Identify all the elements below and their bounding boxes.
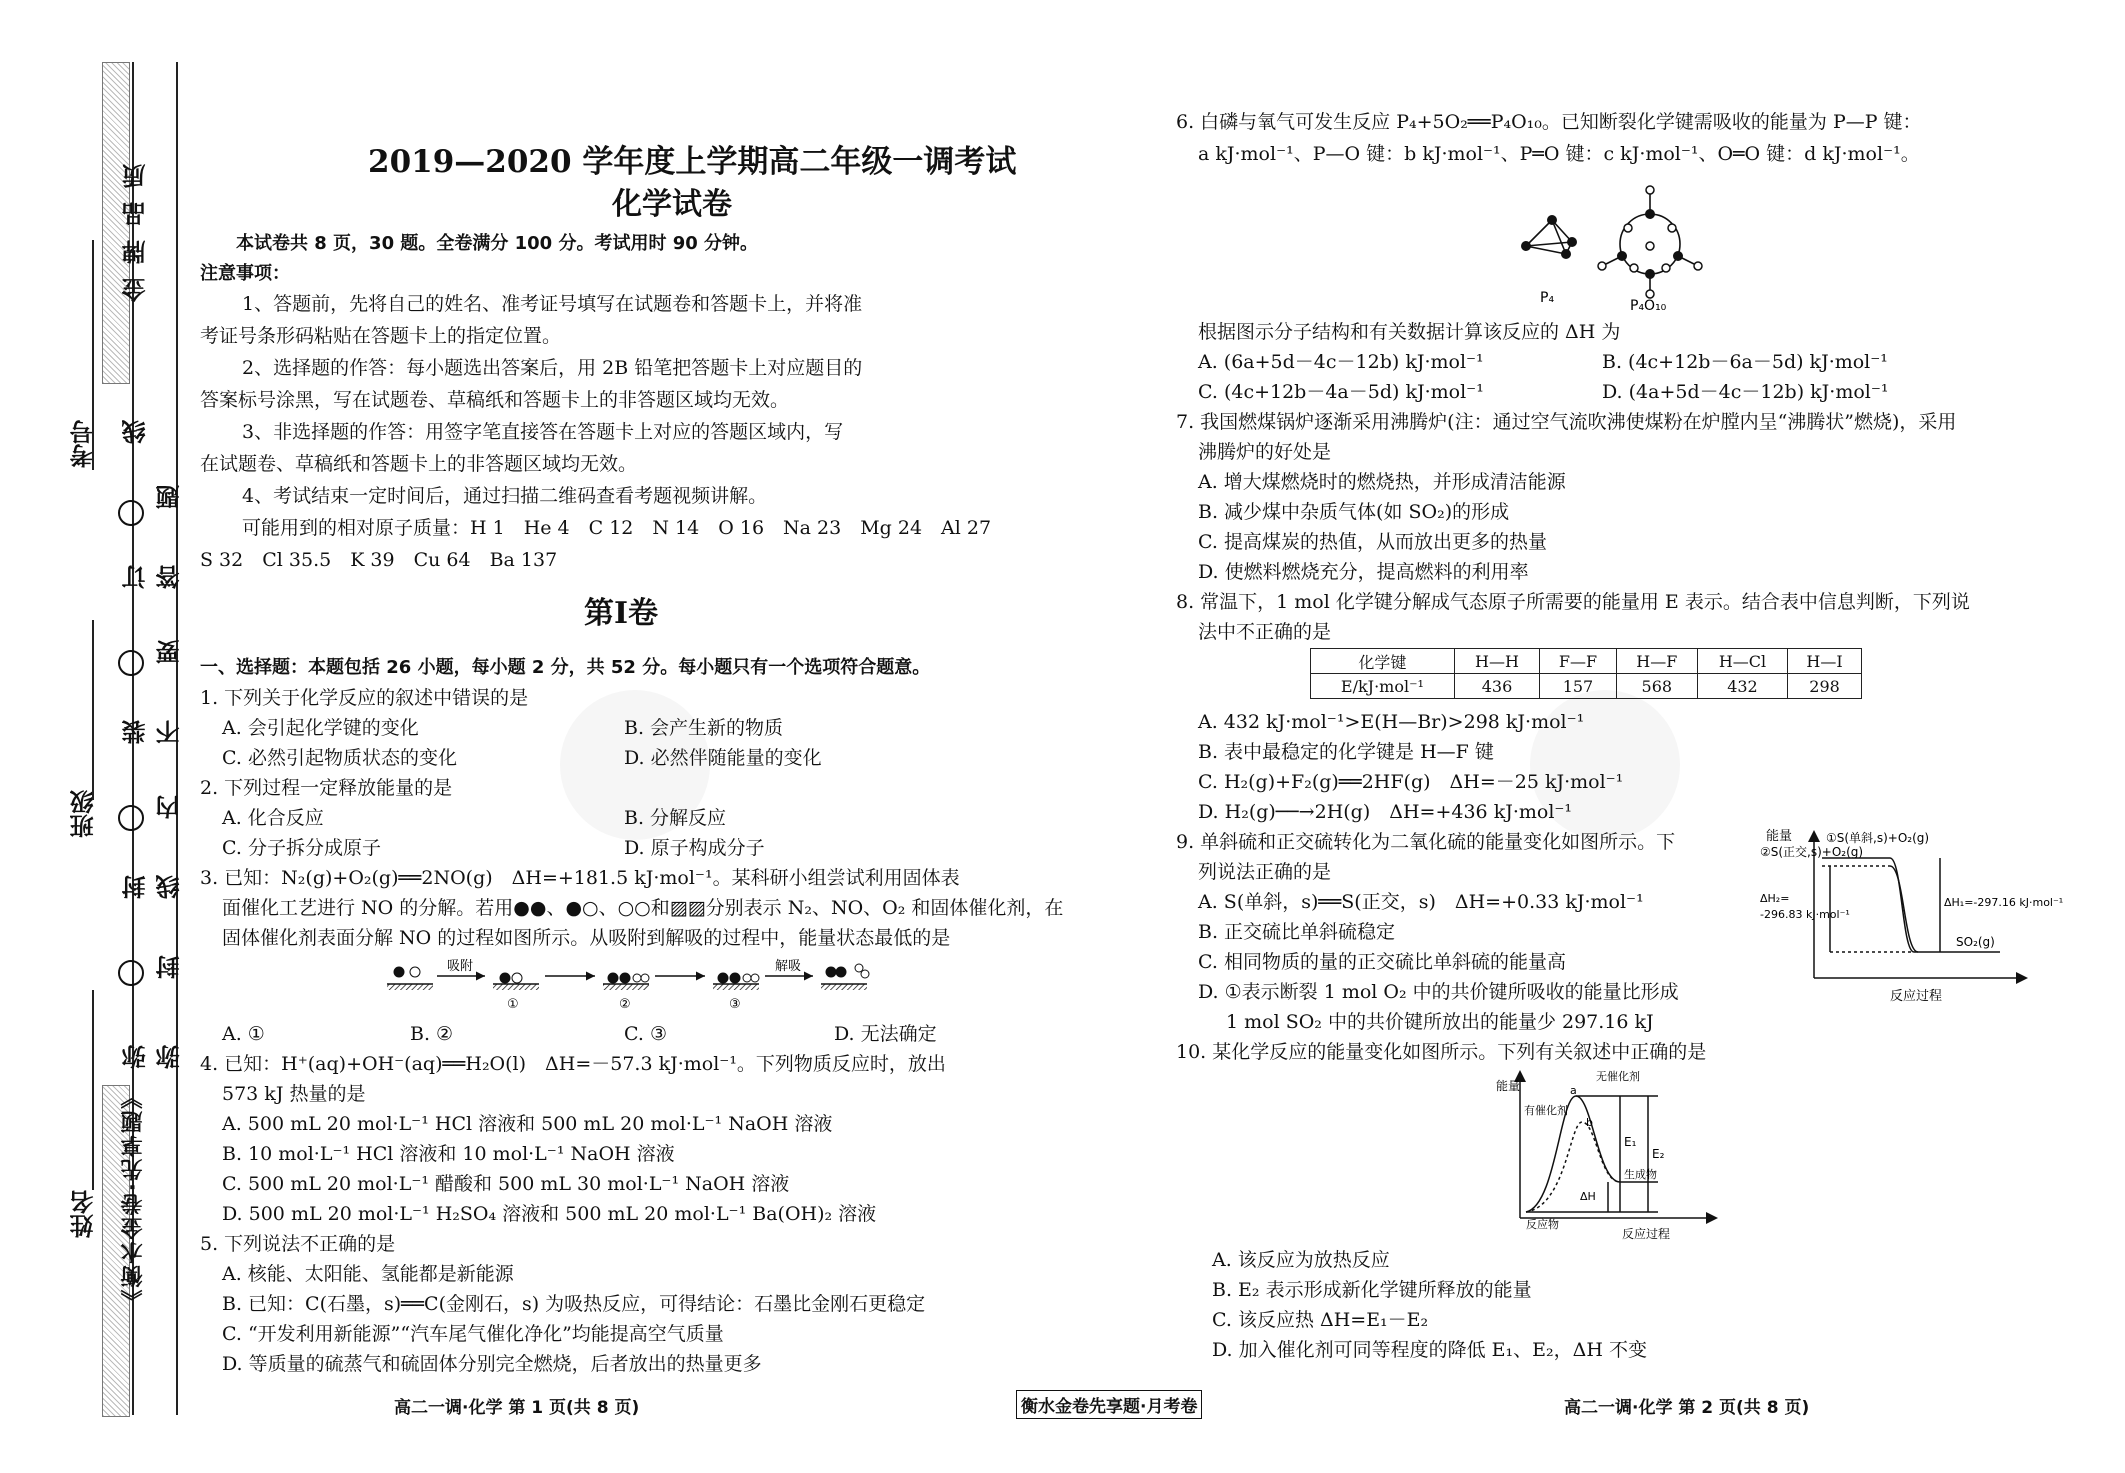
q8-option-d: D. H₂(g)──→2H(g) ΔH=+436 kJ·mol⁻¹ bbox=[1198, 801, 1573, 823]
atomic-mass-line: S 32 Cl 35.5 K 39 Cu 64 Ba 137 bbox=[200, 549, 558, 571]
q6-fig-p4-label: P₄ bbox=[1540, 290, 1555, 306]
table-cell: H—F bbox=[1616, 649, 1697, 674]
q10-fig-dh-label: ΔH bbox=[1580, 1190, 1596, 1203]
seal-circle bbox=[118, 650, 144, 676]
q10-option-c: C. 该反应热 ΔH=E₁－E₂ bbox=[1212, 1309, 1429, 1331]
table-row bbox=[1311, 649, 1862, 674]
part1-heading: 一、选择题：本题包括 26 小题，每小题 2 分，共 52 分。每小题只有一个选项符合题意。 bbox=[200, 657, 931, 678]
q9-fig-dh1-label: ΔH₁=-297.16 kJ·mol⁻¹ bbox=[1944, 896, 2064, 909]
name-line bbox=[92, 990, 94, 1190]
table-cell: H—I bbox=[1788, 649, 1862, 674]
q10-fig-nocat-label: 无催化剂 bbox=[1596, 1070, 1640, 1083]
notice-heading: 注意事项： bbox=[200, 263, 290, 284]
q3-fig-desorb-label: 解吸 bbox=[775, 959, 802, 974]
seal-inner-char: 要 bbox=[156, 640, 184, 664]
q6-molecule-figure bbox=[1510, 172, 1710, 312]
q7-option-d: D. 使燃料燃烧充分，提高燃料的利用率 bbox=[1198, 561, 1529, 583]
q7-stem-line2: 沸腾炉的好处是 bbox=[1198, 441, 1332, 463]
q9-stem-line2: 列说法正确的是 bbox=[1198, 861, 1332, 883]
q10-fig-e2-label: E₂ bbox=[1652, 1147, 1665, 1161]
q3-option-d: D. 无法确定 bbox=[834, 1023, 937, 1045]
q9-fig-ylabel: 能量 bbox=[1766, 829, 1793, 844]
q10-stem: 10. 某化学反应的能量变化如图所示。下列有关叙述中正确的是 bbox=[1176, 1041, 1707, 1063]
q7-option-b: B. 减少煤中杂质气体(如 SO₂)的形成 bbox=[1198, 501, 1510, 523]
exam-number-line bbox=[92, 240, 94, 470]
q9-fig-xlabel: 反应过程 bbox=[1890, 989, 1943, 1004]
table-cell: 436 bbox=[1454, 674, 1539, 699]
q6-option-b: B. (4c+12b－6a－5d) kJ·mol⁻¹ bbox=[1602, 351, 1888, 373]
q9-option-b: B. 正交硫比单斜硫稳定 bbox=[1198, 921, 1396, 943]
q7-stem-line1: 7. 我国燃煤锅炉逐渐采用沸腾炉(注：通过空气流吹沸使煤粉在炉膛内呈“沸腾状”燃烧)，采用 bbox=[1176, 411, 1957, 433]
left-page-footer: 高二一调·化学 第 1 页(共 8 页) bbox=[394, 1398, 640, 1418]
q9-option-a: A. S(单斜，s)══S(正交，s) ΔH=+0.33 kJ·mol⁻¹ bbox=[1198, 891, 1644, 913]
q10-fig-cat-label: 有催化剂 bbox=[1524, 1104, 1568, 1117]
table-cell: E/kJ·mol⁻¹ bbox=[1311, 674, 1455, 699]
q8-bond-energy-table bbox=[1310, 648, 1862, 699]
q8-option-a: A. 432 kJ·mol⁻¹>E(H—Br)>298 kJ·mol⁻¹ bbox=[1198, 711, 1585, 733]
q10-fig-reactant-label: 反应物 bbox=[1526, 1218, 1559, 1231]
seal-inner-char: 线 bbox=[156, 875, 184, 899]
right-page-footer: 高二一调·化学 第 2 页(共 8 页) bbox=[1564, 1398, 1810, 1418]
q3-fig-step-label: ① bbox=[507, 997, 519, 1012]
q6-option-c: C. (4c+12b－4a－5d) kJ·mol⁻¹ bbox=[1198, 381, 1484, 403]
q10-option-d: D. 加入催化剂可同等程度的降低 E₁、E₂，ΔH 不变 bbox=[1212, 1339, 1647, 1361]
table-cell: H—Cl bbox=[1697, 649, 1787, 674]
q2-option-b: B. 分解反应 bbox=[624, 807, 727, 829]
q5-option-b: B. 已知：C(石墨，s)══C(金刚石，s) 为吸热反应，可得结论：石墨比金刚石更稳定 bbox=[222, 1293, 926, 1315]
q9-stem-line1: 9. 单斜硫和正交硫转化为二氧化硫的能量变化如图所示。下 bbox=[1176, 831, 1676, 853]
q1-option-c: C. 必然引起物质状态的变化 bbox=[222, 747, 457, 769]
seal-inner-char: 不 bbox=[156, 720, 184, 744]
seal-circle bbox=[118, 960, 144, 986]
q3-fig-step-label: ③ bbox=[729, 997, 741, 1012]
q6-option-a: A. (6a+5d－4c－12b) kJ·mol⁻¹ bbox=[1198, 351, 1484, 373]
seal-char: 装 bbox=[122, 720, 150, 744]
q4-option-b: B. 10 mol·L⁻¹ HCl 溶液和 10 mol·L⁻¹ NaOH 溶液 bbox=[222, 1143, 675, 1165]
seal-char: 线 bbox=[122, 420, 150, 444]
q10-option-b: B. E₂ 表示形成新化学键所释放的能量 bbox=[1212, 1279, 1532, 1301]
q5-stem: 5. 下列说法不正确的是 bbox=[200, 1233, 396, 1255]
q3-stem-line3: 固体催化剂表面分解 NO 的过程如图所示。从吸附到解吸的过程中，能量状态最低的是 bbox=[222, 927, 951, 949]
seal-circle bbox=[118, 805, 144, 831]
exam-title: 2019—2020 学年度上学期高二年级一调考试 bbox=[368, 144, 1017, 180]
seal-inner-char: 题 bbox=[156, 485, 184, 509]
q2-option-a: A. 化合反应 bbox=[222, 807, 324, 829]
seal-inner-char: 内 bbox=[156, 795, 184, 819]
q3-stem-line1: 3. 已知：N₂(g)+O₂(g)══2NO(g) ΔH=+181.5 kJ·mol⁻¹。某科研小组尝试利用固体表 bbox=[200, 867, 960, 889]
q3-option-a: A. ① bbox=[222, 1023, 265, 1045]
notice-line: 考证号条形码粘贴在答题卡上的指定位置。 bbox=[200, 325, 562, 347]
brand-top-label: 金牌品质 bbox=[122, 150, 150, 302]
q4-option-c: C. 500 mL 20 mol·L⁻¹ 醋酸和 500 mL 30 mol·L⁻¹ NaOH 溶液 bbox=[222, 1173, 790, 1195]
table-cell: 化学键 bbox=[1311, 649, 1455, 674]
q6-fig-p4o10-label: P₄O₁₀ bbox=[1630, 298, 1667, 314]
table-cell: 432 bbox=[1697, 674, 1787, 699]
q9-option-c: C. 相同物质的量的正交硫比单斜硫的能量高 bbox=[1198, 951, 1566, 973]
name-label: 姓名 bbox=[70, 1190, 98, 1238]
notice-line: 2、选择题的作答：每小题选出答案后，用 2B 铅笔把答题卡上对应题目的 bbox=[242, 357, 863, 379]
q9-fig-so2-label: SO₂(g) bbox=[1956, 935, 1995, 949]
table-row bbox=[1311, 674, 1862, 699]
q3-fig-step-label: ② bbox=[619, 997, 631, 1012]
q10-energy-diagram bbox=[1486, 1066, 1726, 1242]
class-line bbox=[92, 620, 94, 800]
q3-option-b: B. ② bbox=[410, 1023, 454, 1045]
q3-stem-line2: 面催化工艺进行 NO 的分解。若用●●、●○、○○和▨▨分别表示 N₂、NO、O₂ 和固体催化剂，在 bbox=[222, 897, 1064, 919]
q1-option-d: D. 必然伴随能量的变化 bbox=[624, 747, 822, 769]
q8-stem-line2: 法中不正确的是 bbox=[1198, 621, 1332, 643]
q4-stem-line1: 4. 已知：H⁺(aq)+OH⁻(aq)══H₂O(l) ΔH=－57.3 kJ·mol⁻¹。下列物质反应时，放出 bbox=[200, 1053, 946, 1075]
q3-option-c: C. ③ bbox=[624, 1023, 667, 1045]
seal-char: 订 bbox=[122, 565, 150, 589]
class-label: 班级 bbox=[70, 790, 98, 838]
notice-line: 3、非选择题的作答：用签字笔直接答在答题卡上对应的答题区域内，写 bbox=[242, 421, 844, 443]
seal-inner-char: 封 bbox=[156, 955, 184, 979]
atomic-mass-line: 可能用到的相对原子质量：H 1 He 4 C 12 N 14 O 16 Na 23 Mg 24 Al 27 bbox=[242, 517, 992, 539]
q8-option-c: C. H₂(g)+F₂(g)══2HF(g) ΔH=－25 kJ·mol⁻¹ bbox=[1198, 771, 1624, 793]
q4-stem-line2: 573 kJ 热量的是 bbox=[222, 1083, 366, 1105]
seal-inner-char: 答 bbox=[156, 565, 184, 589]
seal-char: 弥 bbox=[122, 1045, 150, 1069]
notice-line: 答案标号涂黑，写在试题卷、草稿纸和答题卡上的非答题区域均无效。 bbox=[200, 389, 790, 411]
exam-number-label: 考号 bbox=[70, 420, 98, 468]
table-cell: 298 bbox=[1788, 674, 1862, 699]
q10-fig-ylabel: 能量 bbox=[1496, 1079, 1521, 1093]
q9-option-d-line1: D. ①表示断裂 1 mol O₂ 中的共价键所吸收的能量比形成 bbox=[1198, 981, 1679, 1003]
notice-line: 1、答题前，先将自己的姓名、准考证号填写在试题卷和答题卡上，并将准 bbox=[242, 293, 863, 315]
table-cell: 157 bbox=[1540, 674, 1617, 699]
q6-option-d: D. (4a+5d－4c－12b) kJ·mol⁻¹ bbox=[1602, 381, 1889, 403]
q5-option-d: D. 等质量的硫蒸气和硫固体分别完全燃烧，后者放出的热量更多 bbox=[222, 1353, 762, 1375]
q9-fig-dh2-label: ΔH₂= bbox=[1760, 892, 1790, 905]
q8-stem-line1: 8. 常温下，1 mol 化学键分解成气态原子所需要的能量用 E 表示。结合表中信息判断，下列说 bbox=[1176, 591, 1970, 613]
q2-stem: 2. 下列过程一定释放能量的是 bbox=[200, 777, 453, 799]
seal-char: 封 bbox=[122, 875, 150, 899]
table-cell: H—H bbox=[1454, 649, 1539, 674]
seal-circle bbox=[118, 500, 144, 526]
q2-option-d: D. 原子构成分子 bbox=[624, 837, 765, 859]
notice-line: 在试题卷、草稿纸和答题卡上的非答题区域均无效。 bbox=[200, 453, 638, 475]
q6-stem-line1: 6. 白磷与氧气可发生反应 P₄+5O₂══P₄O₁₀。已知断裂化学键需吸收的能量为 P—P 键： bbox=[1176, 111, 1922, 133]
q3-adsorption-figure bbox=[385, 954, 885, 1016]
q6-stem-line2: a kJ·mol⁻¹、P—O 键：b kJ·mol⁻¹、P═O 键：c kJ·mol⁻¹、O═O 键：d kJ·mol⁻¹。 bbox=[1198, 143, 1920, 165]
q5-option-c: C. “开发利用新能源”“汽车尾气催化净化”均能提高空气质量 bbox=[222, 1323, 724, 1345]
center-footer-badge: 衡水金卷先享题·月考卷 bbox=[1016, 1390, 1202, 1419]
q10-option-a: A. 该反应为放热反应 bbox=[1212, 1249, 1390, 1271]
q9-fig-line1-label: ①S(单斜,s)+O₂(g) bbox=[1826, 831, 1930, 845]
q1-option-a: A. 会引起化学键的变化 bbox=[222, 717, 419, 739]
q10-fig-e1-label: E₁ bbox=[1624, 1135, 1637, 1149]
q10-fig-product-label: 生成物 bbox=[1624, 1168, 1657, 1181]
table-cell: F—F bbox=[1540, 649, 1617, 674]
table-cell: 568 bbox=[1616, 674, 1697, 699]
q9-option-d-line2: 1 mol SO₂ 中的共价键所放出的能量少 297.16 kJ bbox=[1226, 1011, 1654, 1033]
q1-stem: 1. 下列关于化学反应的叙述中错误的是 bbox=[200, 687, 529, 709]
q10-fig-point-b: b bbox=[1586, 1116, 1593, 1129]
q6-stem-line3: 根据图示分子结构和有关数据计算该反应的 ΔH 为 bbox=[1198, 321, 1621, 343]
notice-line: 4、考试结束一定时间后，通过扫描二维码查看考题视频讲解。 bbox=[242, 485, 768, 507]
exam-intro: 本试卷共 8 页，30 题。全卷满分 100 分。考试用时 90 分钟。 bbox=[236, 233, 759, 254]
q9-energy-diagram bbox=[1760, 826, 2064, 1006]
q10-fig-point-a: a bbox=[1570, 1084, 1577, 1097]
q7-option-c: C. 提高煤炭的热值，从而放出更多的热量 bbox=[1198, 531, 1547, 553]
q8-option-b: B. 表中最稳定的化学键是 H—F 键 bbox=[1198, 741, 1494, 763]
q5-option-a: A. 核能、太阳能、氢能都是新能源 bbox=[222, 1263, 514, 1285]
exam-subtitle: 化学试卷 bbox=[612, 187, 732, 222]
q1-option-b: B. 会产生新的物质 bbox=[624, 717, 784, 739]
q4-option-d: D. 500 mL 20 mol·L⁻¹ H₂SO₄ 溶液和 500 mL 20 mol·L⁻¹ Ba(OH)₂ 溶液 bbox=[222, 1203, 877, 1225]
q7-option-a: A. 增大煤燃烧时的燃烧热，并形成清洁能源 bbox=[1198, 471, 1566, 493]
q9-fig-dh2-value: -296.83 kJ·mol⁻¹ bbox=[1760, 908, 1850, 921]
brand-bottom-label: 《衡水金卷·先享题》 bbox=[121, 1085, 146, 1312]
q9-fig-line2-label: ②S(正交,s)+O₂(g) bbox=[1760, 845, 1864, 859]
section-title: 第Ⅰ卷 bbox=[584, 596, 659, 631]
q3-fig-adsorb-label: 吸附 bbox=[447, 959, 474, 974]
seal-inner-char: 弥 bbox=[156, 1045, 184, 1069]
q10-fig-xlabel: 反应过程 bbox=[1622, 1227, 1671, 1241]
q2-option-c: C. 分子拆分成原子 bbox=[222, 837, 381, 859]
q4-option-a: A. 500 mL 20 mol·L⁻¹ HCl 溶液和 500 mL 20 mol·L⁻¹ NaOH 溶液 bbox=[222, 1113, 833, 1135]
